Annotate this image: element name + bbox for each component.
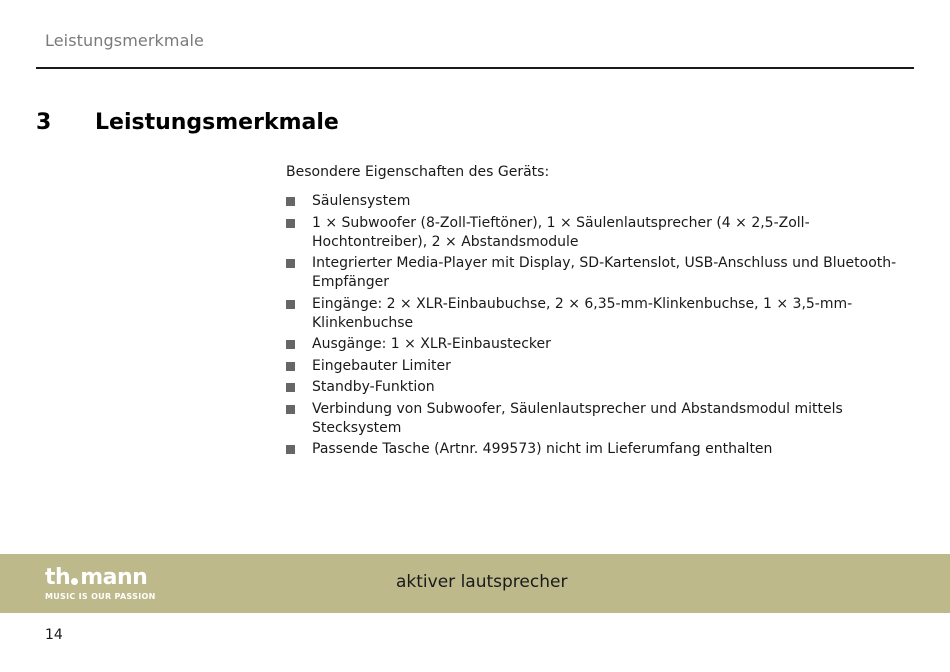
feature-text: Passende Tasche (Artnr. 499573) nicht im Lieferumfang enthalten — [312, 441, 773, 457]
square-bullet-icon — [286, 405, 295, 414]
square-bullet-icon — [286, 219, 295, 228]
section-title: Leistungsmerkmale — [95, 110, 339, 135]
header-divider — [36, 67, 914, 69]
feature-text: Säulensystem — [312, 193, 411, 209]
feature-text: 1 × Subwoofer (8-Zoll-Tieftöner), 1 × Säulenlautsprecher (4 × 2,5-Zoll-Hochtontreiber), 2 × Abstandsmodule — [312, 214, 810, 250]
square-bullet-icon — [286, 340, 295, 349]
page-number: 14 — [45, 627, 63, 643]
brand-logo — [45, 567, 156, 601]
square-bullet-icon — [286, 259, 295, 268]
square-bullet-icon — [286, 445, 295, 454]
feature-item — [286, 440, 910, 459]
feature-text: Ausgänge: 1 × XLR-Einbaustecker — [312, 336, 551, 352]
feature-text: Integrierter Media-Player mit Display, SD-Kartenslot, USB-Anschluss und Bluetooth-Empfänger — [312, 255, 897, 290]
square-bullet-icon — [286, 300, 295, 309]
square-bullet-icon — [286, 197, 295, 206]
feature-item — [286, 254, 910, 292]
feature-text: Eingebauter Limiter — [312, 357, 451, 374]
footer-band — [0, 554, 950, 613]
feature-item — [286, 295, 910, 333]
feature-item — [286, 357, 910, 376]
feature-list — [286, 192, 910, 462]
logo-text-left: th — [45, 565, 71, 590]
square-bullet-icon — [286, 362, 295, 371]
square-bullet-icon — [286, 383, 295, 392]
running-header: Leistungsmerkmale — [45, 31, 204, 50]
feature-item — [286, 192, 910, 211]
intro-text: Besondere Eigenschaften des Geräts: — [286, 164, 550, 180]
logo-tagline: MUSIC IS OUR PASSION — [45, 592, 156, 601]
section-number: 3 — [36, 110, 52, 135]
feature-item — [286, 335, 910, 354]
feature-item — [286, 400, 910, 438]
logo-wordmark — [45, 567, 156, 589]
feature-text: Verbindung von Subwoofer, Säulenlautsprecher und Abstandsmodul mittels Stecksystem — [312, 400, 843, 436]
feature-item — [286, 378, 910, 397]
logo-dot-icon — [71, 578, 78, 585]
product-name: aktiver lautsprecher — [396, 572, 568, 592]
feature-text: Standby-Funktion — [312, 379, 435, 395]
feature-text: Eingänge: 2 × XLR-Einbaubuchse, 2 × 6,35-mm-Klinkenbuchse, 1 × 3,5-mm-Klinkenbuchse — [312, 295, 853, 331]
feature-item — [286, 214, 910, 252]
logo-text-right: mann — [80, 565, 148, 590]
